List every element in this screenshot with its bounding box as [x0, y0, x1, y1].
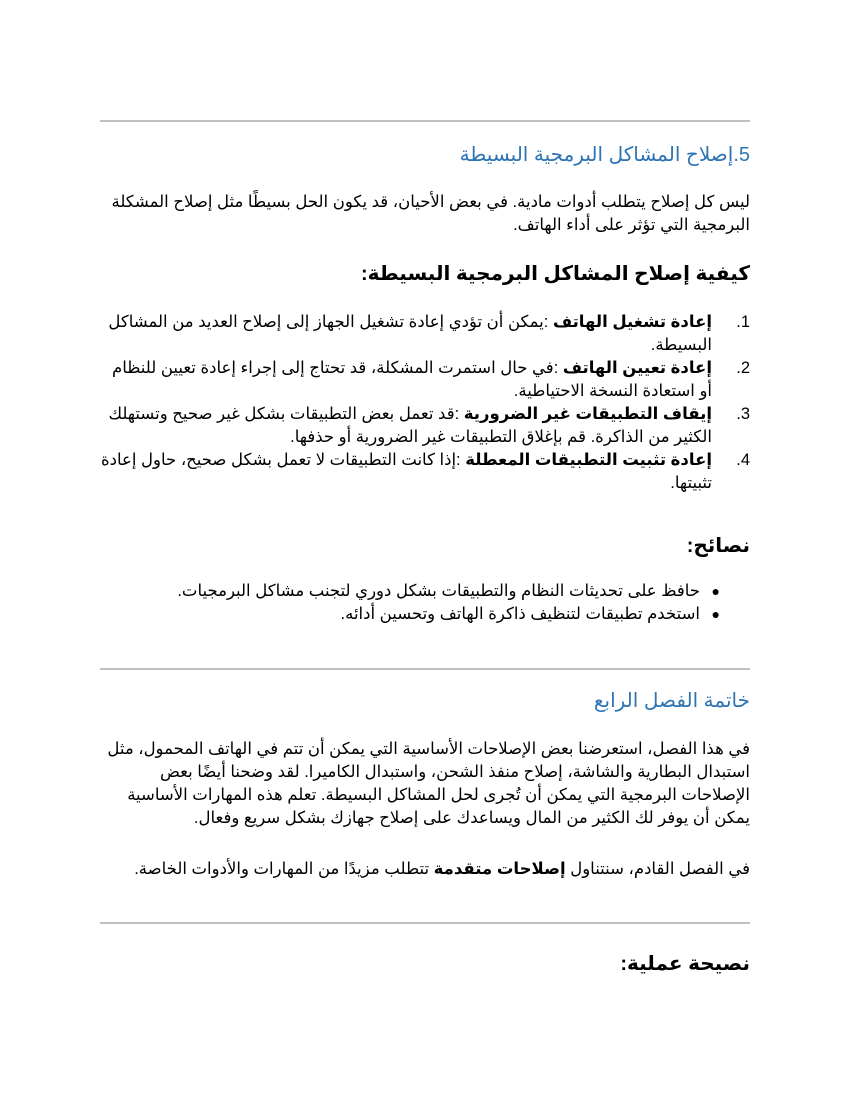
step-text: :يمكن أن تؤدي إعادة تشغيل الجهاز إلى إصلاح العديد من المشاكل البسيطة.: [108, 313, 712, 354]
bold-text: إصلاحات متقدمة: [433, 860, 566, 878]
next-chapter-paragraph: [100, 858, 750, 881]
list-number: 2 .: [736, 357, 750, 380]
step-title: إيقاف التطبيقات غير الضرورية: [463, 405, 712, 423]
conclusion-heading: خاتمة الفصل الرابع: [593, 690, 750, 712]
intro-paragraph: ليس كل إصلاح يتطلب أدوات مادية. في بعض الأحيان، قد يكون الحل بسيطًا مثل إصلاح المشكلة البرمجية التي تؤثر على أداء الهاتف.: [111, 193, 750, 234]
step-text: :إذا كانت التطبيقات لا تعمل بشكل صحيح، حاول إعادة تثبيتها.: [101, 451, 712, 492]
bullet-icon: ●: [711, 606, 720, 622]
step-text: :قد تعمل بعض التطبيقات بشكل غير صحيح وتستهلك الكثير من الذاكرة. قم بإغلاق التطبيقات غير الضرورية أو حذفها.: [108, 405, 712, 446]
list-item: [100, 603, 750, 626]
tip-text: حافظ على تحديثات النظام والتطبيقات بشكل دوري لتجنب مشاكل البرمجيات.: [177, 582, 700, 600]
horizontal-rule: [100, 922, 750, 924]
horizontal-rule: [100, 668, 750, 670]
practical-tip-heading: نصيحة عملية:: [620, 953, 750, 975]
list-item: [100, 580, 750, 603]
text-run: تتطلب مزيدًا من المهارات والأدوات الخاصة.: [134, 860, 434, 878]
list-number: 3 .: [736, 403, 750, 426]
text-run: في الفصل القادم، سنتناول: [565, 860, 750, 878]
steps-list: [100, 311, 750, 495]
conclusion-paragraph: في هذا الفصل، استعرضنا بعض الإصلاحات الأساسية التي يمكن أن تتم في الهاتف المحمول، مثل استبدال البطارية والشاشة، إصلاح منفذ الشحن، واستبدال الكاميرا. لقد وضحنا أيضًا بعض الإصلاحات البرمجية التي يمكن أن تُجرى لحل المشاكل البسيطة. تعلم هذه المهارات الأساسية يمكن أن يوفر لك الكثير من المال ويساعدك على إصلاح جهازك بشكل سريع وفعال.: [107, 740, 750, 827]
list-item: [100, 311, 750, 357]
horizontal-rule: [100, 120, 750, 122]
list-number: 4 .: [736, 449, 750, 472]
howto-heading: كيفية إصلاح المشاكل البرمجية البسيطة:: [361, 263, 750, 285]
list-item: [100, 403, 750, 449]
step-title: إعادة تعيين الهاتف: [562, 359, 712, 377]
list-item: [100, 449, 750, 495]
list-item: [100, 357, 750, 403]
step-text: :في حال استمرت المشكلة، قد تحتاج إلى إجراء إعادة تعيين للنظام أو استعادة النسخة الاحتياطية.: [112, 359, 712, 400]
step-title: إعادة تثبيت التطبيقات المعطلة: [465, 451, 712, 469]
tips-heading: نصائح:: [686, 535, 750, 557]
tips-list: [100, 580, 750, 626]
list-number: 1 .: [736, 311, 750, 334]
step-title: إعادة تشغيل الهاتف: [552, 313, 712, 331]
bullet-icon: ●: [711, 583, 720, 599]
section-heading: 5.إصلاح المشاكل البرمجية البسيطة: [459, 144, 750, 166]
tip-text: استخدم تطبيقات لتنظيف ذاكرة الهاتف وتحسين أدائه.: [340, 605, 700, 623]
